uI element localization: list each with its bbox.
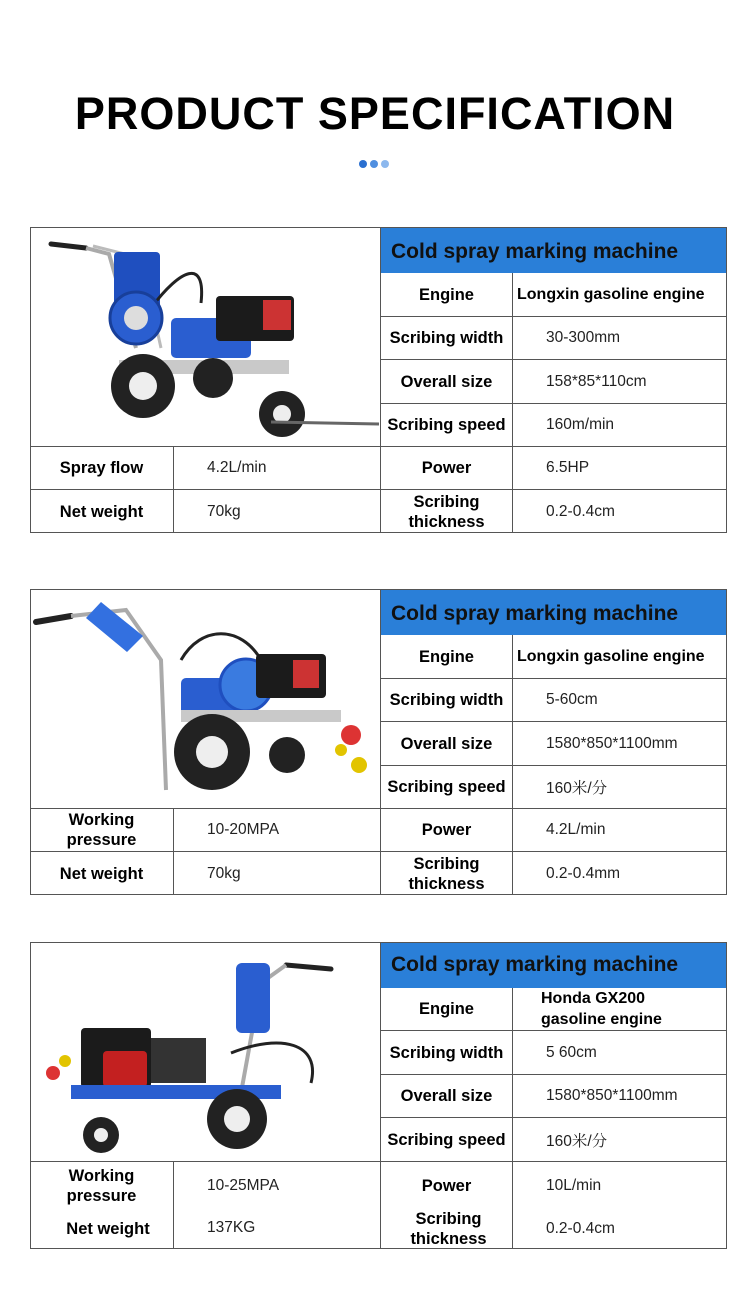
overall-size-label: Overall size — [400, 734, 493, 753]
scribing-width-label: Scribing width — [389, 691, 504, 709]
overall-size-value: 158*85*110cm — [546, 372, 647, 390]
scribing-width-label: Scribing width — [389, 329, 504, 347]
engine-value: Longxin gasoline engine — [517, 285, 705, 303]
scribing-thickness-value: 0.2-0.4mm — [546, 864, 621, 882]
scribing-speed-label: Scribing speed — [387, 416, 506, 434]
power-label: Power — [421, 821, 472, 839]
engine-label: Engine — [418, 1000, 474, 1018]
working-pressure-value: 10-20MPA — [207, 821, 280, 838]
engine-value: Honda GX200 gasoline engine — [541, 990, 662, 1028]
spec-card-1 — [30, 227, 727, 533]
power-label: Power — [421, 459, 472, 477]
scribing-thickness-value: 0.2-0.4cm — [546, 1219, 615, 1237]
engine-label: Engine — [418, 285, 474, 304]
power-value: 4.2L/min — [546, 821, 606, 838]
scribing-speed-value: 160米/分 — [546, 1132, 608, 1150]
working-pressure-label: Working pressure — [66, 811, 137, 849]
card-1-header: Cold spray marking machine — [380, 227, 727, 273]
power-value: 10L/min — [546, 1177, 602, 1194]
product-photo-2 — [31, 590, 380, 808]
overall-size-label: Overall size — [400, 1087, 493, 1105]
net-weight-label: Net weight — [59, 864, 144, 883]
product-photo-1 — [31, 228, 380, 446]
overall-size-value: 1580*850*1100mm — [546, 1087, 678, 1104]
scribing-speed-label: Scribing speed — [387, 1130, 506, 1149]
scribing-width-value: 5 60cm — [546, 1043, 597, 1061]
spray-flow-label: Spray flow — [59, 459, 144, 477]
scribing-thickness-label: Scribing thickness — [408, 492, 485, 531]
spec-card-3 — [30, 942, 727, 1249]
power-label: Power — [421, 1177, 472, 1195]
net-weight-value: 70kg — [207, 864, 241, 882]
working-pressure-label: Working pressure — [66, 1167, 137, 1205]
scribing-thickness-label: Scribing thickness — [408, 854, 485, 893]
product-photo-3 — [31, 943, 380, 1161]
net-weight-value: 70kg — [207, 502, 241, 520]
net-weight-label: Net weight — [59, 502, 144, 521]
scribing-width-value: 30-300mm — [546, 329, 621, 346]
title-dots — [359, 155, 392, 165]
overall-size-label: Overall size — [400, 372, 493, 391]
net-weight-value: 137KG — [207, 1219, 256, 1236]
spray-flow-value: 4.2L/min — [207, 459, 267, 476]
card-2-header: Cold spray marking machine — [380, 589, 727, 635]
scribing-thickness-value: 0.2-0.4cm — [546, 502, 615, 520]
scribing-speed-label: Scribing speed — [387, 778, 506, 796]
net-weight-label: Net weight — [66, 1220, 150, 1238]
power-value: 6.5HP — [546, 459, 590, 476]
page-title: PRODUCT SPECIFICATION — [74, 88, 676, 139]
card-3-header: Cold spray marking machine — [380, 942, 727, 988]
overall-size-value: 1580*850*1100mm — [546, 734, 678, 752]
engine-label: Engine — [418, 647, 474, 666]
engine-value: Longxin gasoline engine — [517, 647, 705, 665]
scribing-thickness-label: Scribing thickness — [410, 1209, 487, 1248]
scribing-width-value: 5-60cm — [546, 691, 598, 708]
scribing-speed-value: 160米/分 — [546, 780, 608, 797]
working-pressure-value: 10-25MPA — [207, 1177, 280, 1194]
scribing-width-label: Scribing width — [389, 1043, 504, 1062]
scribing-speed-value: 160m/min — [546, 416, 615, 433]
spec-card-2 — [30, 589, 727, 895]
